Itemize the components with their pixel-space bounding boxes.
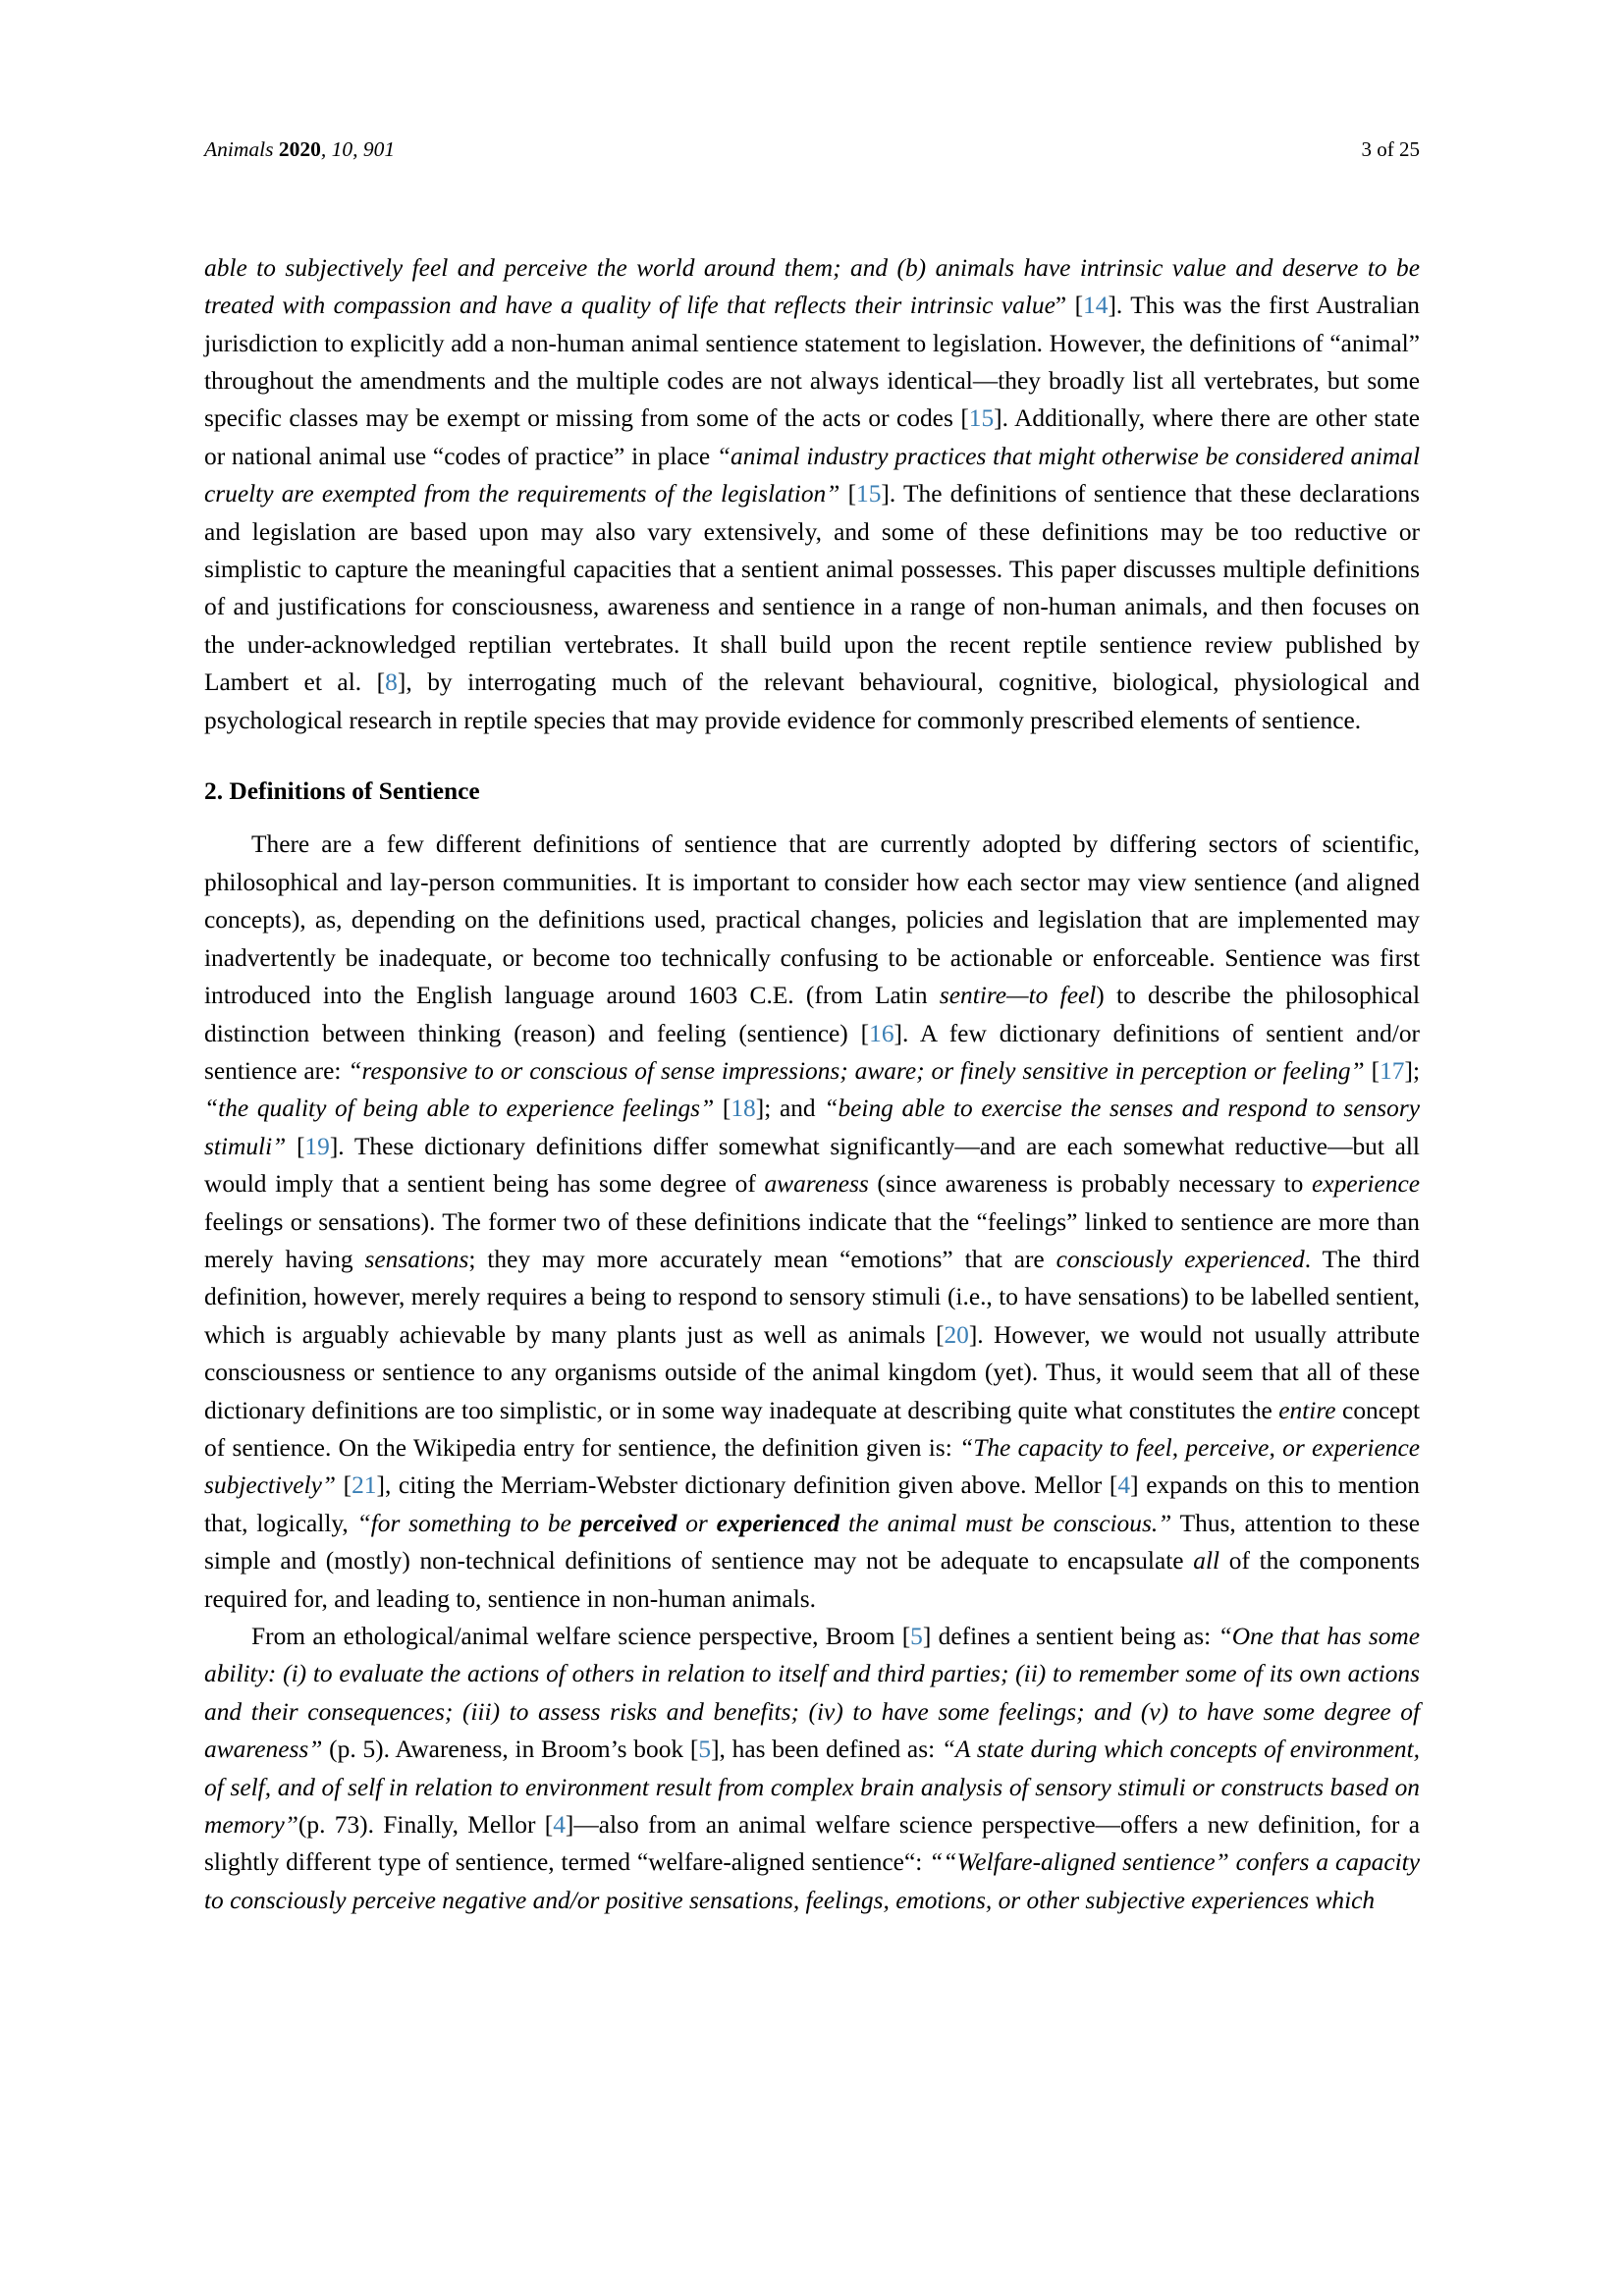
journal-article-number: 901 bbox=[362, 137, 396, 161]
p1-text-c: . The definitions of sentience that these declarations and legislation are based upon may also vary extensively, and some of these definitions may be too reductive or simplistic to capture the meaningful capacities that a sentient animal possesses. This paper discusses multiple definitions of and justifications for consciousness, awareness and sentience in a range of non-human animals, and then focuses on the under-acknowledged reptilian vertebrates. It shall build upon the recent reptile sentience review published by Lambert et al. bbox=[204, 480, 1420, 697]
paragraph-definitions-overview: There are a few different definitions of sentience that are currently adopted by differing sectors of scientific, philosophical and lay-person communities. It is important to consider how each sector may view sentience (and aligned concepts), as, depending on the definitions used, practical changes, policies and legislation that are implemented may inadvertently be inadequate, or become too technically confusing to be actionable or enforceable. Sentience was first introduced into the English language around 1603 C.E. (from Latin sentire—to feel) to describe the philosophical distinction between thinking (reason) and feeling (sentience) [16]. A few dictionary definitions of sentient and/or sentience are: “responsive to or conscious of sense impressions; aware; or finely sensitive in perception or feeling” [17]; “the quality of being able to experience feelings” [18]; and “being able to exercise the senses and respond to sensory stimuli” [19]. These dictionary definitions differ somewhat significantly—and are each somewhat reductive—but all would imply that a sentient being has some degree of awareness (since awareness is probably necessary to experience feelings or sensations). The former two of these definitions indicate that the “feelings” linked to sentience are more than merely having sensations; they may more accurately mean “emotions” that are consciously experienced. The third definition, however, merely requires a being to respond to sensory stimuli (i.e., to have sensations) to be labelled sentient, which is arguably achievable by many plants just as well as animals [20]. However, we would not usually attribute consciousness or sentience to any organisms outside of the animal kingdom (yet). Thus, it would seem that all of these dictionary definitions are too simplistic, or in some way inadequate at describing quite what constitutes the entire concept of sentience. On the Wikipedia entry for sentience, the definition given is: “The capacity to feel, perceive, or experience subjectively” [21], citing the Merriam-Webster dictionary definition given above. Mellor [4] expands on this to mention that, logically, “for something to be perceived or experienced the animal must be conscious.” Thus, attention to these simple and (mostly) non-technical definitions of sentience may not be adequate to encapsulate all of the components required for, and leading to, sentience in non-human animals. bbox=[204, 830, 1421, 1613]
quote-codes-of-practice: “animal industry practices that might otherwise be considered animal cruelty are exempted from the requirements of the legislation” bbox=[204, 442, 1420, 508]
journal-name: Animals bbox=[204, 137, 274, 161]
running-head-left: Animals 2020, 10, 901 bbox=[204, 137, 396, 161]
emphasis-entire: entire bbox=[1278, 1396, 1336, 1424]
running-head bbox=[204, 137, 1420, 163]
page-content bbox=[204, 137, 1420, 1919]
p2-text-d: ; bbox=[1412, 1056, 1420, 1085]
welfare-aligned-sentience-quote: ““Welfare-aligned sentience” confers a capacity to consciously perceive negative and/or positive sensations, feelings, emotions, or other subjective experiences which bbox=[204, 1848, 1421, 1914]
p1-text-d: , by interrogating much of the relevant behavioural, cognitive, biological, physiological and psychological research in reptile species that may provide evidence for commonly prescribed elements of sentience. bbox=[204, 668, 1421, 734]
broom-definition-quote: “One that has some ability: (i) to evaluate the actions of others in relation to itself and third parties; (ii) to remember some of its own actions and their consequences; (iii) to assess risks and benefits; (iv) to have some feelings; and (v) to have some degree of awareness” bbox=[204, 1623, 1421, 1764]
emphasis-sensations: sensations bbox=[364, 1245, 469, 1273]
citation-21[interactable]: 21 bbox=[352, 1471, 377, 1500]
awareness-definition-quote: “A state during which concepts of environment, of self, and of self in relation to environment result from complex brain analysis of sensory stimuli or constructs based on memory” bbox=[204, 1735, 1421, 1840]
dictionary-definition-2: “the quality of being able to experience feelings” bbox=[204, 1095, 715, 1123]
emphasis-all: all bbox=[1193, 1547, 1220, 1575]
citation-4b[interactable]: 4 bbox=[553, 1811, 566, 1840]
mellor-bold-experienced: experienced bbox=[716, 1509, 840, 1537]
p1-text-a: . This was the first Australian jurisdiction to explicitly add a non-human animal sentience statement to legislation. However, the definitions of “animal” throughout the amendments and the multiple codes are not always identical—they broadly list all vertebrates, but some specific classes may be exempt or missing from some of the acts or codes bbox=[204, 292, 1420, 433]
p2-text-p: of the components required for, and leading to, sentience in non-human animals. bbox=[204, 1547, 1420, 1613]
emphasis-awareness: awareness bbox=[764, 1170, 869, 1199]
p3-text-a: From an ethological/animal welfare science perspective, Broom bbox=[251, 1623, 902, 1651]
p2-text-m: , citing the Merriam-Webster dictionary definition given above. Mellor bbox=[384, 1471, 1110, 1500]
citation-8[interactable]: 8 bbox=[385, 668, 398, 697]
page-number: 3 of 25 bbox=[1361, 137, 1420, 161]
p2-text-e: ; and bbox=[764, 1095, 825, 1123]
journal-volume: 10 bbox=[331, 137, 353, 161]
p3-text-c: (p. 5). Awareness, in Broom’s book bbox=[322, 1735, 690, 1764]
citation-5b[interactable]: 5 bbox=[698, 1735, 712, 1764]
p2-text-o: Thus, attention to these simple and (mostly) non-technical definitions of sentience may not be adequate to encapsulate bbox=[204, 1509, 1420, 1575]
citation-14[interactable]: 14 bbox=[1083, 292, 1109, 320]
p2-text-b: ) to describe the philosophical distinction between thinking (reason) and feeling (sentience) bbox=[204, 982, 1421, 1047]
p2-text-k: . However, we would not usually attribute consciousness or sentience to any organisms outside of the animal kingdom (yet). Thus, it would seem that all of these dictionary definitions are too simplistic, or in some way inadequate at describing quite what constitutes the bbox=[204, 1320, 1420, 1424]
mellor-quote-part-1: “for something to be bbox=[356, 1509, 580, 1537]
emphasis-experience: experience bbox=[1312, 1170, 1420, 1199]
paragraph-continued-intro: able to subjectively feel and perceive the world around them; and (b) animals have intrinsic value and deserve to be treated with compassion and have a quality of life that reflects their intrinsic value” [14]. This was the first Australian jurisdiction to explicitly add a non-human animal sentience statement to legislation. However, the definitions of “animal” throughout the amendments and the multiple codes are not always identical—they broadly list all vertebrates, but some specific classes may be exempt or missing from some of the acts or codes [15]. Additionally, where there are other state or national animal use “codes of practice” in place “animal industry practices that might otherwise be considered animal cruelty are exempted from the requirements of the legislation” [15]. The definitions of sentience that these declarations and legislation are based upon may also vary extensively, and some of these definitions may be too reductive or simplistic to capture the meaningful capacities that a sentient animal possesses. This paper discusses multiple definitions of and justifications for consciousness, awareness and sentience in a range of non-human animals, and then focuses on the under-acknowledged reptilian vertebrates. It shall build upon the recent reptile sentience review published by Lambert et al. [8], by interrogating much of the relevant behavioural, cognitive, biological, physiological and psychological research in reptile species that may provide evidence for commonly prescribed elements of sentience. bbox=[204, 253, 1421, 734]
dictionary-definition-3: “being able to exercise the senses and respond to sensory stimuli” bbox=[204, 1095, 1420, 1160]
emphasis-consciously-experienced: consciously experienced bbox=[1056, 1245, 1305, 1273]
p2-text-j: . The third definition, however, merely requires a being to respond to sensory stimuli (i.e., to have sensations) to be labelled sentient, which is arguably achievable by many plants just as well as animals bbox=[204, 1245, 1420, 1349]
p1-text-b: . Additionally, where there are other state or national animal use “codes of practice” in place bbox=[204, 404, 1420, 470]
p2-text-i: ; they may more accurately mean “emotions” that are bbox=[468, 1245, 1056, 1273]
p3-text-f: —also from an animal welfare science perspective—offers a new definition, for a slightly different type of sentience, termed “welfare-aligned sentience“: bbox=[204, 1811, 1420, 1877]
latin-etymology: sentire—to feel bbox=[939, 982, 1097, 1010]
citation-4a[interactable]: 4 bbox=[1117, 1471, 1131, 1500]
citation-20[interactable]: 20 bbox=[944, 1320, 969, 1349]
citation-19[interactable]: 19 bbox=[304, 1132, 330, 1160]
p2-text-h: feelings or sensations). The former two of these definitions indicate that the “feelings” linked to sentience are more than merely having bbox=[204, 1207, 1420, 1273]
p2-text-c: . A few dictionary definitions of sentient and/or sentience are: bbox=[204, 1019, 1420, 1085]
p3-text-b: defines a sentient being as: bbox=[931, 1623, 1218, 1651]
p3-text-d: , has been defined as: bbox=[719, 1735, 942, 1764]
p3-text-e: (p. 73). Finally, Mellor bbox=[298, 1811, 545, 1840]
p2-text-a: There are a few different definitions of sentience that are currently adopted by differing sectors of scientific, philosophical and lay-person communities. It is important to consider how each sector may view sentience (and aligned concepts), as, depending on the definitions used, practical changes, policies and legislation that are implemented may inadvertently be inadequate, or become too technically confusing to be actionable or enforceable. Sentience was first introduced into the English language around 1603 C.E. (from Latin bbox=[204, 830, 1420, 1010]
wikipedia-definition: “The capacity to feel, perceive, or experience subjectively” bbox=[204, 1433, 1420, 1500]
section-heading-2: 2. Definitions of Sentience bbox=[204, 777, 480, 806]
citation-15a[interactable]: 15 bbox=[968, 404, 995, 433]
quote-act-definition: able to subjectively feel and perceive the world around them; and (b) animals have intrinsic value and deserve to be treated with compassion and have a quality of life that reflects their intrinsic value bbox=[204, 253, 1420, 320]
mellor-quote-part-2: or bbox=[677, 1509, 717, 1537]
mellor-bold-perceived: perceived bbox=[579, 1509, 677, 1537]
citation-5a[interactable]: 5 bbox=[910, 1623, 923, 1651]
p2-text-l: concept of sentience. On the Wikipedia entry for sentience, the definition given is: bbox=[204, 1396, 1421, 1462]
citation-17[interactable]: 17 bbox=[1380, 1056, 1405, 1085]
p2-text-n: expands on this to mention that, logically, bbox=[204, 1471, 1420, 1537]
dictionary-definition-1: “responsive to or conscious of sense impressions; aware; or finely sensitive in perception or feeling” bbox=[348, 1056, 1365, 1085]
mellor-quote-part-3: the animal must be conscious.” bbox=[839, 1509, 1172, 1537]
citation-15b[interactable]: 15 bbox=[856, 480, 882, 508]
p2-text-f: . These dictionary definitions differ somewhat significantly—and are each somewhat reductive—but all would imply that a sentient being has some degree of bbox=[204, 1132, 1420, 1199]
journal-year: 2020 bbox=[278, 137, 321, 161]
paragraph-broom-mellor: From an ethological/animal welfare science perspective, Broom [5] defines a sentient being as: “One that has some ability: (i) to evaluate the actions of others in relation to itself and third parties; (ii) to remember some of its own actions and their consequences; (iii) to assess risks and benefits; (iv) to have some feelings; and (v) to have some degree of awareness” (p. 5). Awareness, in Broom’s book [5], has been defined as: “A state during which concepts of environment, of self, and of self in relation to environment result from complex brain analysis of sensory stimuli or constructs based on memory”(p. 73). Finally, Mellor [4]—also from an animal welfare science perspective—offers a new definition, for a slightly different type of sentience, termed “welfare-aligned sentience“: ““Welfare-aligned sentience” confers a capacity to consciously perceive negative and/or positive sensations, feelings, emotions, or other subjective experiences which bbox=[204, 1623, 1421, 1914]
citation-18[interactable]: 18 bbox=[731, 1095, 756, 1123]
p2-text-g: (since awareness is probably necessary to bbox=[868, 1170, 1313, 1199]
citation-16[interactable]: 16 bbox=[869, 1019, 894, 1047]
